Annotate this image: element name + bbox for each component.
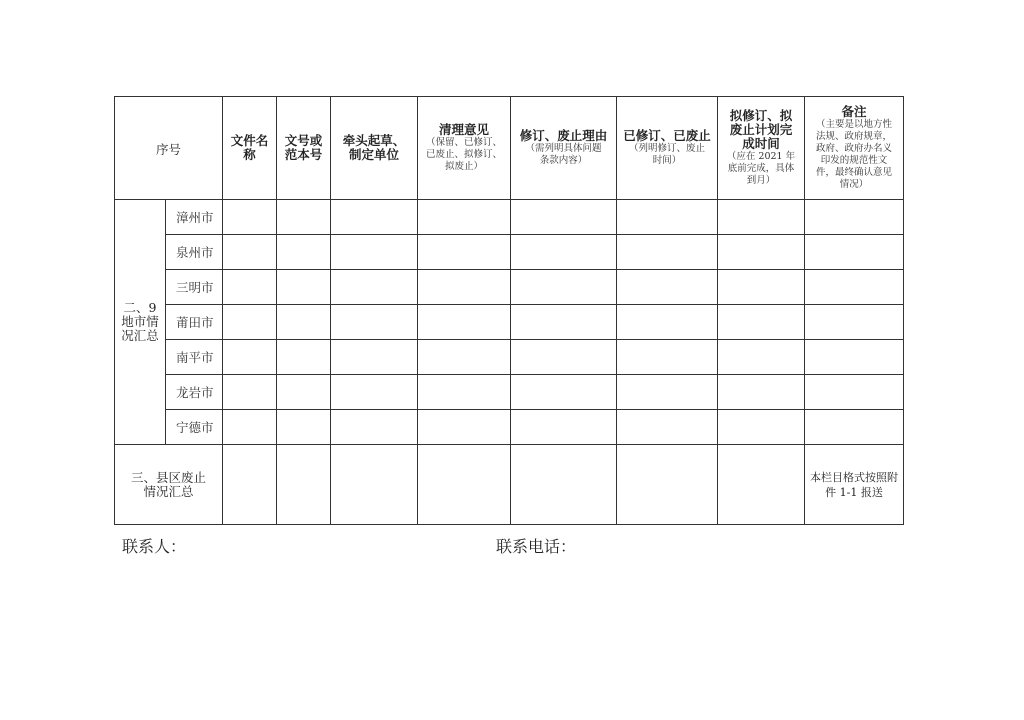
empty-cell bbox=[718, 235, 805, 270]
empty-cell bbox=[418, 445, 511, 525]
empty-cell bbox=[223, 340, 277, 375]
table-row bbox=[115, 340, 904, 375]
empty-cell bbox=[511, 375, 617, 410]
city-cell: 宁德市 bbox=[166, 410, 223, 445]
empty-cell bbox=[277, 375, 331, 410]
empty-cell bbox=[277, 340, 331, 375]
header-done: 已修订、已废止 （列明修订、废止时间） bbox=[617, 97, 718, 200]
table-row bbox=[115, 270, 904, 305]
city-cell: 泉州市 bbox=[166, 235, 223, 270]
empty-cell bbox=[277, 235, 331, 270]
contact-label: 联系人： bbox=[122, 537, 187, 556]
empty-cell bbox=[277, 200, 331, 235]
header-plan: 拟修订、拟废止计划完成时间 （应在 2021 年底前完成，具体到月） bbox=[718, 97, 805, 200]
header-doc-no: 文号或范本号 bbox=[277, 97, 331, 200]
empty-cell bbox=[511, 410, 617, 445]
empty-cell bbox=[223, 410, 277, 445]
empty-cell bbox=[331, 200, 418, 235]
empty-cell bbox=[718, 340, 805, 375]
header-lead-unit: 牵头起草、制定单位 bbox=[331, 97, 418, 200]
empty-cell bbox=[718, 200, 805, 235]
empty-cell bbox=[418, 375, 511, 410]
empty-cell bbox=[805, 200, 904, 235]
empty-cell bbox=[805, 375, 904, 410]
form-table bbox=[114, 96, 904, 525]
city-cell: 三明市 bbox=[166, 270, 223, 305]
empty-cell bbox=[418, 340, 511, 375]
empty-cell bbox=[805, 305, 904, 340]
header-remark: 备注 （主要是以地方性法规、政府规章，政府、政府办名义印发的规范性文件，最终确认意见情况） bbox=[805, 97, 904, 200]
remark-note: 本栏目格式按照附件 1-1 报送 bbox=[805, 445, 904, 525]
table-row bbox=[115, 305, 904, 340]
empty-cell bbox=[617, 340, 718, 375]
group-label-cities: 二、9地市情况汇总 bbox=[115, 200, 166, 445]
empty-cell bbox=[418, 235, 511, 270]
header-row bbox=[115, 97, 904, 200]
empty-cell bbox=[718, 410, 805, 445]
empty-cell bbox=[277, 305, 331, 340]
phone-label: 联系电话： bbox=[496, 537, 577, 556]
empty-cell bbox=[617, 200, 718, 235]
group-label-counties: 三、县区废止情况汇总 bbox=[115, 445, 223, 525]
empty-cell bbox=[331, 305, 418, 340]
city-cell: 南平市 bbox=[166, 340, 223, 375]
empty-cell bbox=[718, 270, 805, 305]
empty-cell bbox=[331, 235, 418, 270]
empty-cell bbox=[277, 410, 331, 445]
empty-cell bbox=[718, 445, 805, 525]
table-row bbox=[115, 445, 904, 525]
empty-cell bbox=[511, 305, 617, 340]
empty-cell bbox=[223, 235, 277, 270]
table-row bbox=[115, 200, 904, 235]
header-reason: 修订、废止理由 （需列明具体问题条款内容） bbox=[511, 97, 617, 200]
empty-cell bbox=[805, 340, 904, 375]
empty-cell bbox=[331, 270, 418, 305]
empty-cell bbox=[805, 410, 904, 445]
empty-cell bbox=[511, 235, 617, 270]
empty-cell bbox=[331, 375, 418, 410]
empty-cell bbox=[331, 340, 418, 375]
empty-cell bbox=[223, 445, 277, 525]
empty-cell bbox=[418, 200, 511, 235]
empty-cell bbox=[617, 305, 718, 340]
city-cell: 莆田市 bbox=[166, 305, 223, 340]
empty-cell bbox=[223, 375, 277, 410]
empty-cell bbox=[223, 200, 277, 235]
header-opinion: 清理意见 （保留、已修订、已废止、拟修订、拟废止） bbox=[418, 97, 511, 200]
empty-cell bbox=[617, 445, 718, 525]
empty-cell bbox=[418, 410, 511, 445]
empty-cell bbox=[223, 305, 277, 340]
empty-cell bbox=[617, 375, 718, 410]
table-row bbox=[115, 235, 904, 270]
empty-cell bbox=[805, 270, 904, 305]
empty-cell bbox=[511, 340, 617, 375]
empty-cell bbox=[617, 235, 718, 270]
empty-cell bbox=[418, 270, 511, 305]
empty-cell bbox=[511, 445, 617, 525]
empty-cell bbox=[331, 410, 418, 445]
header-seq: 序号 bbox=[115, 97, 223, 200]
header-doc-name: 文件名称 bbox=[223, 97, 277, 200]
empty-cell bbox=[718, 375, 805, 410]
table-row bbox=[115, 375, 904, 410]
empty-cell bbox=[277, 270, 331, 305]
empty-cell bbox=[223, 270, 277, 305]
empty-cell bbox=[617, 410, 718, 445]
city-cell: 漳州市 bbox=[166, 200, 223, 235]
empty-cell bbox=[277, 445, 331, 525]
empty-cell bbox=[511, 270, 617, 305]
empty-cell bbox=[617, 270, 718, 305]
empty-cell bbox=[718, 305, 805, 340]
city-cell: 龙岩市 bbox=[166, 375, 223, 410]
empty-cell bbox=[511, 200, 617, 235]
empty-cell bbox=[805, 235, 904, 270]
empty-cell bbox=[418, 305, 511, 340]
empty-cell bbox=[331, 445, 418, 525]
table-row bbox=[115, 410, 904, 445]
